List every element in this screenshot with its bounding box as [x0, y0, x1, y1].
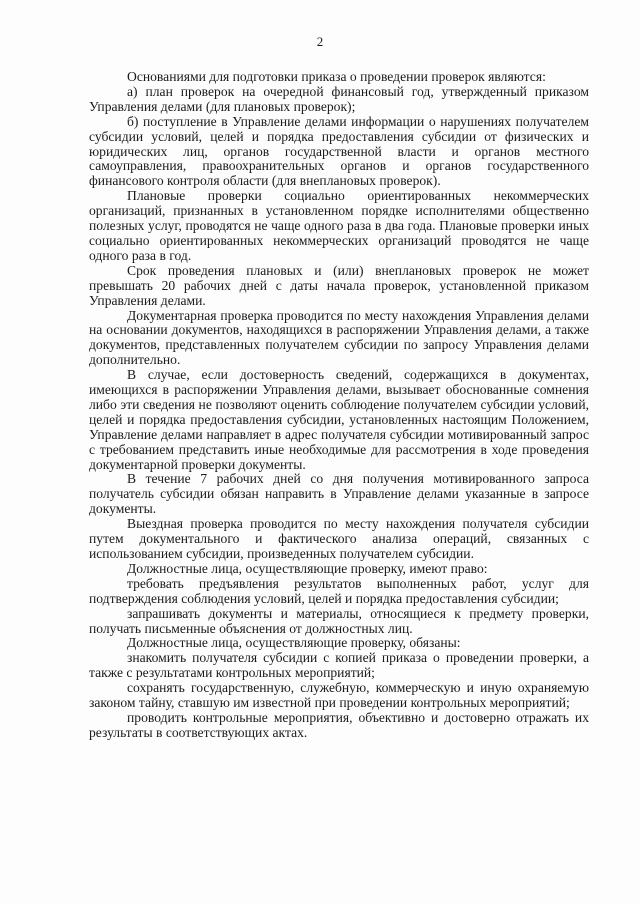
- paragraph-duty-secrecy: сохранять государственную, служебную, коммерческую и иную охраняемую законом тайну, ставшую им известной при проведении контрольных мероприятий;: [89, 680, 589, 711]
- paragraph-right-demand-results: требовать предъявления результатов выполненных работ, услуг для подтверждения соблюдения условий, целей и порядка предоставления субсидии;: [89, 575, 589, 606]
- paragraph-right-request-docs: запрашивать документы и материалы, относящиеся к предмету проверки, получать письменные объяснения от должностных лиц.: [89, 605, 589, 636]
- page-number: 2: [316, 34, 324, 49]
- paragraph-check-duration: Срок проведения плановых и (или) внеплановых проверок не может превышать 20 рабочих дней с даты начала проверок, установленной приказом Управления делами.: [89, 262, 589, 308]
- paragraph-item-a: а) план проверок на очередной финансовый год, утвержденный приказом Управления делами (для плановых проверок);: [89, 83, 589, 114]
- paragraph-duties-heading: Должностные лица, осуществляющие проверку, обязаны:: [127, 635, 461, 651]
- paragraph-documentary-check: Документарная проверка проводится по месту нахождения Управления делами на основании документов, находящихся в распоряжении Управления делами, а также документов, представленных получателем субсидии по запросу Управления делами дополнительно.: [89, 307, 589, 368]
- paragraph-duty-inform: знакомить получателя субсидии с копией приказа о проведении проверки, а также с результатами контрольных мероприятий;: [89, 650, 589, 681]
- paragraph-rights-heading: Должностные лица, осуществляющие проверку, имеют право:: [127, 560, 488, 576]
- paragraph-grounds-intro: Основаниями для подготовки приказа о проведении проверок являются:: [127, 69, 546, 84]
- paragraph-planned-checks: Плановые проверки социально ориентированных некоммерческих организаций, признанных в установленном порядке исполнителями общественно полезных услуг, проводятся не чаще одного раза в два года. Плановые проверки иных социально ориентированных некоммерческих организаций проводятся не чаще одного раза в год.: [89, 188, 589, 263]
- paragraph-doubtful-info: В случае, если достоверность сведений, содержащихся в документах, имеющихся в распоряжении Управления делами, вызывает обоснованные сомнения либо эти сведения не позволяют оценить соблюдение получателем субсидии условий, целей и порядка предоставления субсидии, установленных настоящим Положением, Управление делами направляет в адрес получателя субсидии мотивированный запрос с требованием представить иные необходимые для рассмотрения в ходе проведения документарной проверки документы.: [89, 367, 589, 472]
- paragraph-field-check: Выездная проверка проводится по месту нахождения получателя субсидии путем документального и фактического анализа операций, связанных с использованием субсидии, произведенных получателем субсидии.: [89, 516, 589, 561]
- paragraph-duty-objective: проводить контрольные мероприятия, объективно и достоверно отражать их результаты в соответствующих актах.: [89, 709, 589, 740]
- paragraph-item-b: б) поступление в Управление делами информации о нарушениях получателем субсидии условий, целей и порядка предоставления субсидии от физических и юридических лиц, органов государственной власти и органов местного самоуправления, правоохранительных органов и органов государственного финансового контроля области (для внеплановых проверок).: [89, 113, 589, 189]
- paragraph-request-deadline: В течение 7 рабочих дней со дня получения мотивированного запроса получатель субсидии обязан направить в Управление делами указанные в запросе документы.: [89, 471, 589, 517]
- document-body: [89, 70, 589, 741]
